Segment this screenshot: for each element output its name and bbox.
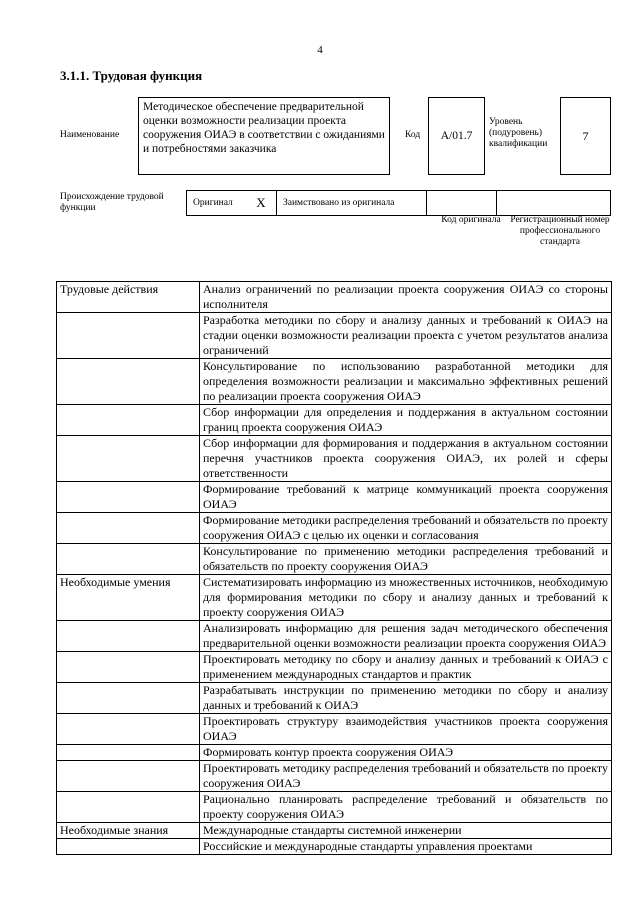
table-row: [57, 544, 612, 575]
category-label: Необходимые умения: [57, 575, 200, 621]
borrowed-label: Заимствовано из оригинала: [276, 191, 426, 215]
function-details-table: [56, 281, 612, 855]
original-code-cell: [426, 191, 496, 215]
section-heading: 3.1.1. Трудовая функция: [60, 68, 203, 83]
original-code-label: Код оригинала: [441, 215, 501, 225]
origin-row: [186, 190, 611, 216]
category-cell: [57, 621, 200, 652]
category-cell: [57, 714, 200, 745]
code-label: Код: [405, 130, 421, 140]
table-item: Формировать контур проекта сооружения ОИАЭ: [200, 745, 612, 761]
table-item: Проектировать методику по сбору и анализу данных и требований к ОИАЭ с применением международных стандартов и практик: [200, 652, 612, 683]
category-cell: [57, 652, 200, 683]
original-label: Оригинал: [186, 191, 246, 215]
registration-number-label: Регистрационный номер профессионального стандарта: [510, 215, 610, 247]
category-cell: [57, 745, 200, 761]
table-item: Формирование требований к матрице коммуникаций проекта сооружения ОИАЭ: [200, 482, 612, 513]
table-row: [57, 714, 612, 745]
table-row: [57, 282, 612, 313]
table-row: [57, 621, 612, 652]
table-item: Проектировать методику распределения требований и обязательств по проекту сооружения ОИАЭ: [200, 761, 612, 792]
category-cell: [57, 482, 200, 513]
table-item: Российские и международные стандарты управления проектами: [200, 839, 612, 855]
qualification-level-label: Уровень (подуровень) квалификации: [489, 117, 548, 149]
table-item: Проектировать структуру взаимодействия участников проекта сооружения ОИАЭ: [200, 714, 612, 745]
qualification-level: 7: [560, 97, 611, 175]
table-item: Анализировать информацию для решения задач методического обеспечения предварительной оценки возможности реализации проекта сооружения ОИАЭ: [200, 621, 612, 652]
category-cell: [57, 359, 200, 405]
origin-label: Происхождение трудовой функции: [60, 192, 164, 213]
table-item: Сбор информации для определения и поддержания в актуальном состоянии границ проекта сооружения ОИАЭ: [200, 405, 612, 436]
category-label: Трудовые действия: [57, 282, 200, 313]
table-row: [57, 359, 612, 405]
table-item: Международные стандарты системной инженерии: [200, 823, 612, 839]
table-item: Сбор информации для формирования и поддержания в актуальном состоянии перечня участников проекта сооружения ОИАЭ, их ролей и сферы ответственности: [200, 436, 612, 482]
table-row: [57, 513, 612, 544]
category-cell: [57, 513, 200, 544]
category-cell: [57, 436, 200, 482]
category-cell: [57, 839, 200, 855]
table-item: Разработка методики по сбору и анализу данных и требований к ОИАЭ на стадии оценки возможности реализации проекта с учетом результатов анализа ограничений: [200, 313, 612, 359]
table-row: [57, 792, 612, 823]
category-cell: [57, 792, 200, 823]
table-item: Консультирование по использованию разработанной методики для определения возможности реализации и максимально эффективных решений по реализации проекта сооружения ОИАЭ: [200, 359, 612, 405]
category-cell: [57, 544, 200, 575]
table-item: Разрабатывать инструкции по применению методики по сбору и анализу данных и требований к ОИАЭ: [200, 683, 612, 714]
table-row: [57, 761, 612, 792]
original-mark: X: [256, 195, 266, 210]
table-row: [57, 745, 612, 761]
registration-number-cell: [496, 191, 611, 215]
table-row: [57, 839, 612, 855]
page-number: 4: [317, 44, 323, 56]
table-row: [57, 482, 612, 513]
function-name: Методическое обеспечение предварительной оценки возможности реализации проекта сооружения ОИАЭ в соответствии с ожиданиями и потребностями заказчика: [138, 97, 390, 175]
category-cell: [57, 405, 200, 436]
table-row: [57, 575, 612, 621]
category-label: Необходимые знания: [57, 823, 200, 839]
table-row: [57, 313, 612, 359]
table-row: [57, 405, 612, 436]
table-row: [57, 436, 612, 482]
table-item: Систематизировать информацию из множественных источников, необходимую для формирования методики по сбору и анализу данных и требований к проекту сооружения ОИАЭ: [200, 575, 612, 621]
table-item: Формирование методики распределения требований и обязательств по проекту сооружения ОИАЭ с целью их оценки и согласования: [200, 513, 612, 544]
table-row: [57, 683, 612, 714]
table-item: Консультирование по применению методики распределения требований и обязательств по проекту сооружения ОИАЭ: [200, 544, 612, 575]
table-item: Рационально планировать распределение требований и обязательств по проекту сооружения ОИАЭ: [200, 792, 612, 823]
function-code: A/01.7: [428, 97, 485, 175]
table-row: [57, 652, 612, 683]
table-item: Анализ ограничений по реализации проекта сооружения ОИАЭ со стороны исполнителя: [200, 282, 612, 313]
category-cell: [57, 313, 200, 359]
table-row: [57, 823, 612, 839]
category-cell: [57, 683, 200, 714]
name-label: Наименование: [60, 130, 120, 140]
category-cell: [57, 761, 200, 792]
